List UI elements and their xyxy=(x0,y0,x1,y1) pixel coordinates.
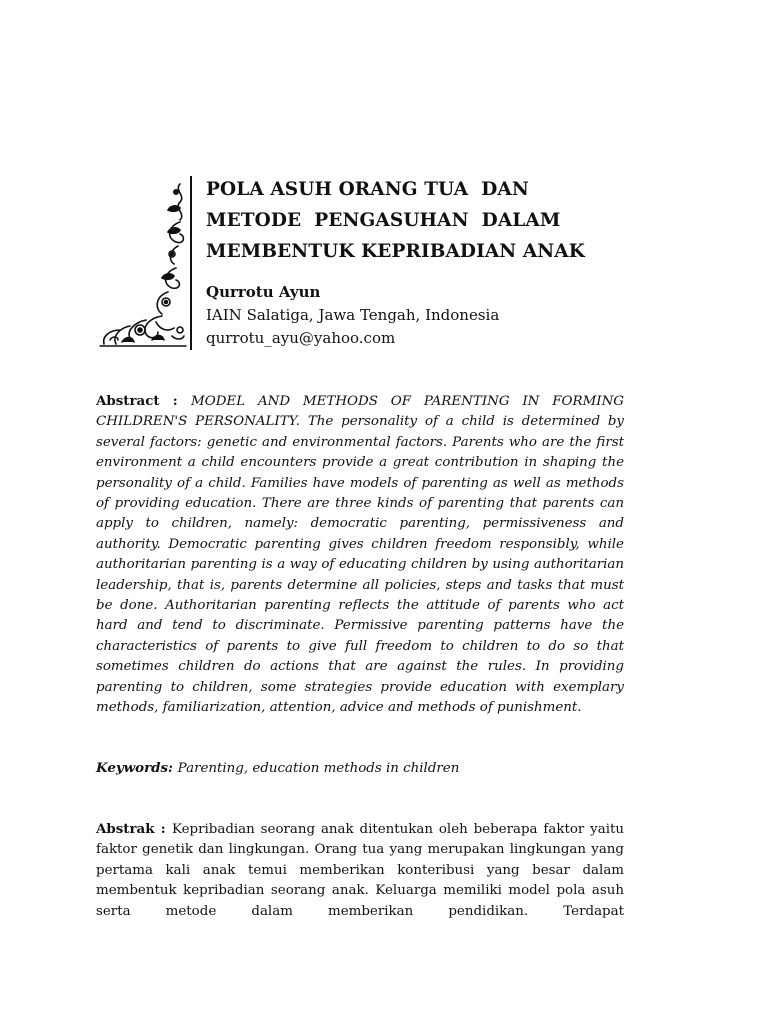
abstrak-indonesian xyxy=(96,819,624,922)
title-line-3: MEMBENTUK KEPRIBADIAN ANAK xyxy=(206,241,585,262)
author-block xyxy=(206,281,646,350)
keywords xyxy=(96,758,624,779)
author-name: Qurrotu Ayun xyxy=(206,283,321,301)
paper-title xyxy=(206,174,646,267)
title-vertical-rule xyxy=(190,176,192,350)
abstract-english xyxy=(96,391,624,719)
decorative-flourish-ornament xyxy=(96,180,188,350)
title-line-1: POLA ASUH ORANG TUA DAN xyxy=(206,179,529,200)
author-affiliation: IAIN Salatiga, Jawa Tengah, Indonesia xyxy=(206,306,500,324)
keywords-text: Parenting, education methods in children xyxy=(177,761,460,776)
keywords-label: Keywords: xyxy=(96,760,178,776)
abstract-label: Abstract : xyxy=(96,393,191,409)
title-line-2: METODE PENGASUHAN DALAM xyxy=(206,210,561,231)
abstrak-label: Abstrak : xyxy=(96,821,172,837)
abstract-text: MODEL AND METHODS OF PARENTING IN FORMING CHILDREN'S PERSONALITY. The personality of a child is determined by several factors: genetic and environmental factors. Parents who are the first environment a child encounters provide a great contribution in shaping the personality of a child. Families have models of parenting as well as methods of providing education. There are three kinds of parenting that parents can apply to children, namely: democratic parenting, permissiveness and authority. Democratic parenting gives children freedom responsibly, while authoritarian parenting is a way of educating children by using authoritarian leadership, that is, parents determine all policies, steps and tasks that must be done. Authoritarian parenting reflects the attitude of parents who act hard and tend to discriminate. Permissive parenting patterns have the characteristics of parents to give full freedom to children to do so that sometimes children do actions that are against the rules. In providing parenting to children, some strategies provide education with exemplary methods, familiarization, attention, advice and methods of punishment. xyxy=(96,394,624,716)
abstrak-text: Kepribadian seorang anak ditentukan oleh beberapa faktor yaitu faktor genetik dan lingkungan. Orang tua yang merupakan lingkungan yang pertama kali anak temui memberikan konteribusi yang besar dalam membentuk kepribadian seorang anak. Keluarga memiliki model pola asuh serta metode dalam memberikan pendidikan. Terdapat xyxy=(96,822,624,919)
author-email: qurrotu_ayu@yahoo.com xyxy=(206,329,396,347)
